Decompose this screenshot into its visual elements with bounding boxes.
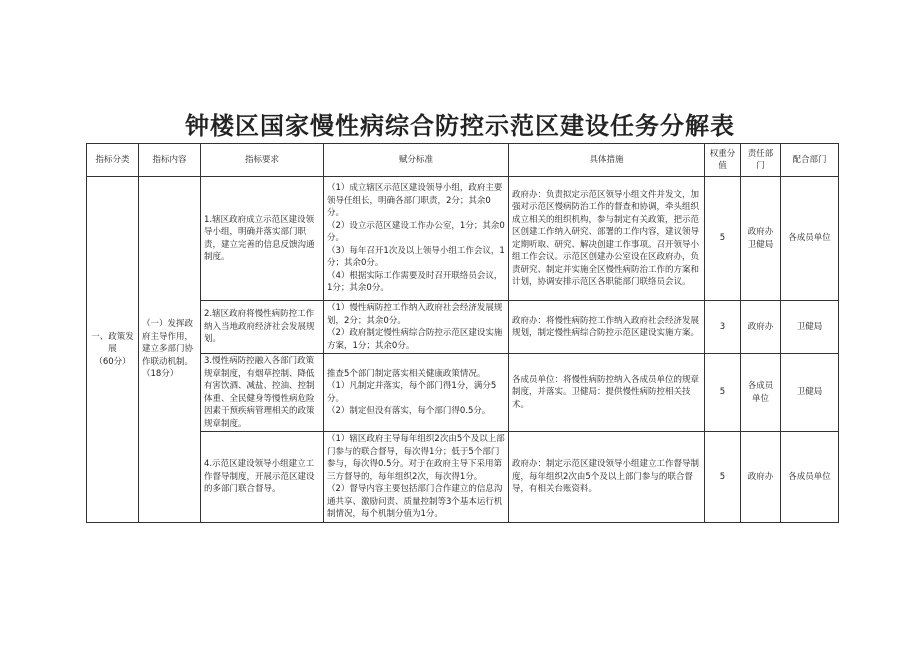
header-score: 赋分标准 <box>324 144 509 177</box>
requirement-cell: 2.辖区政府将慢性病防控工作纳入当地政府经济社会发展规划。 <box>201 301 324 354</box>
table-row <box>87 177 839 301</box>
weight-cell: 5 <box>705 354 741 432</box>
responsible-cell: 各成员单位 <box>741 354 781 432</box>
measure-cell: 政府办：制定示范区建设领导小组建立工作督导制度，每年组织2次由5个及以上部门参与的联合督导，有相关台账资料。 <box>509 432 705 523</box>
header-weight: 权重分值 <box>705 144 741 177</box>
weight-cell: 5 <box>705 432 741 523</box>
header-content: 指标内容 <box>139 144 201 177</box>
table-header-row <box>87 144 839 177</box>
cooperating-cell: 卫健局 <box>781 354 839 432</box>
requirement-cell: 3.慢性病防控融入各部门政策规章制度，有烟草控制、降低有害饮酒、减盐、控油、控制体重、全民健身等慢性病危险因素干预疾病管理相关的政策规章制度。 <box>201 354 324 432</box>
cooperating-cell: 各成员单位 <box>781 432 839 523</box>
header-responsible: 责任部门 <box>741 144 781 177</box>
score-cell: （1）成立辖区示范区建设领导小组，政府主要领导任组长，明确各部门职责，2分；其余0分。 （2）设立示范区建设工作办公室，1分；其余0分。 （3）每年召开1次及以上领导小组工作会议，1分；其余0分。 （4）根据实际工作需要及时召开联络员会议，1分；其余0分。 <box>324 177 509 301</box>
weight-cell: 3 <box>705 301 741 354</box>
score-cell: （1）慢性病防控工作纳入政府社会经济发展规划，2分；其余0分。 （2）政府制定慢性病综合防控示范区建设实施方案，1分；其余0分。 <box>324 301 509 354</box>
responsible-cell: 政府办卫健局 <box>741 177 781 301</box>
score-cell: （1）辖区政府主导每年组织2次由5个及以上部门参与的联合督导，每次得1分；低于5个部门参与，每次得0.5分。对于在政府主导下采用第三方督导的，每年组织2次，每次得1分。 （2）督导内容主要包括部门合作建立的信息沟通共享、激励问责、质量控制等3个基本运行机制情况，每个机制分值为1分。 <box>324 432 509 523</box>
cooperating-cell: 卫健局 <box>781 301 839 354</box>
measure-cell: 各成员单位：将慢性病防控纳入各成员单位的规章制度，并落实。卫健局：提供慢性病防控相关技术。 <box>509 354 705 432</box>
responsible-cell: 政府办 <box>741 432 781 523</box>
content-cell: （一）发挥政府主导作用，建立多部门协作联动机制。 （18分） <box>139 177 201 523</box>
header-measure: 具体措施 <box>509 144 705 177</box>
task-table <box>86 143 839 523</box>
category-cell: 一、政策发展 （60分） <box>87 177 139 523</box>
page-title: 钟楼区国家慢性病综合防控示范区建设任务分解表 <box>185 112 735 140</box>
measure-cell: 政府办：负责拟定示范区领导小组文件并发文，加强对示范区慢病防治工作的督查和协调，牵头组织成立相关的组织机构，参与制定有关政策，把示范区创建工作纳入研究、部署的工作内容，建议领导定期听取、研究、解决创建工作事项。召开领导小组工作会议。示范区创建办公室设在区政府办，负责研究、制定并实施全区慢性病防治工作的方案和计划，协调安排示范区各职能部门联络员会议。 <box>509 177 705 301</box>
score-cell: 推查5个部门制定落实相关健康政策情况。 （1）凡制定并落实，每个部门得1分，满分5分。 （2）制定但没有落实，每个部门得0.5分。 <box>324 354 509 432</box>
measure-cell: 政府办：将慢性病防控工作纳入政府社会经济发展规划，制定慢性病综合防控示范区建设实施方案。 <box>509 301 705 354</box>
header-cooperating: 配合部门 <box>781 144 839 177</box>
requirement-cell: 1.辖区政府成立示范区建设领导小组，明确并落实部门职责，建立完善的信息反馈沟通制度。 <box>201 177 324 301</box>
header-category: 指标分类 <box>87 144 139 177</box>
responsible-cell: 政府办 <box>741 301 781 354</box>
weight-cell: 5 <box>705 177 741 301</box>
header-requirement: 指标要求 <box>201 144 324 177</box>
cooperating-cell: 各成员单位 <box>781 177 839 301</box>
requirement-cell: 4.示范区建设领导小组建立工作督导制度，开展示范区建设的多部门联合督导。 <box>201 432 324 523</box>
